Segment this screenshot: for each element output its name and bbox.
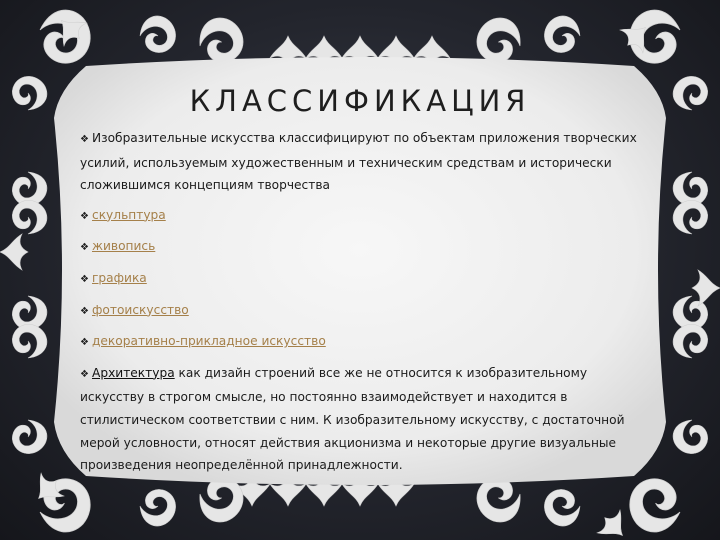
link-graphics[interactable]: графика — [92, 270, 147, 285]
ornament-curl — [474, 14, 525, 66]
diamond-bullet-icon: ❖ — [80, 368, 89, 380]
architecture-text: как дизайн строений все же не относится к изобразительному искусству в строгом смысле, но постоянно взаимодействует и находится в стилистическом соответствии с ним. К изобразительному искусству, с достаточной мерой условности, относят действия акционизма и некоторые другие визуальные произведения неопределённой принадлежности. — [80, 365, 625, 473]
diamond-bullet-icon: ❖ — [80, 242, 89, 254]
ornament-curl — [12, 200, 47, 234]
link-sculpture[interactable]: скульптура — [92, 207, 166, 222]
ornament-leaf — [692, 270, 720, 306]
ornament-curl — [544, 489, 580, 526]
ornament-leaf — [0, 234, 28, 270]
diamond-bullet-icon: ❖ — [80, 337, 89, 349]
slide-content — [80, 127, 650, 484]
ornament-curl — [140, 489, 176, 526]
diamond-bullet-icon: ❖ — [80, 305, 89, 317]
ornament-leaf — [593, 506, 634, 540]
link-photoart[interactable]: фотоискусство — [92, 302, 189, 317]
list-item — [80, 299, 650, 324]
ornament-curl — [673, 420, 708, 454]
list-item — [80, 267, 650, 292]
ornament-curl — [673, 324, 708, 358]
architecture-paragraph — [80, 362, 650, 477]
list-item — [80, 330, 650, 355]
link-decorative-art[interactable]: декоративно-прикладное искусство — [92, 334, 326, 349]
ornament-curl — [12, 324, 47, 358]
link-architecture[interactable]: Архитектура — [92, 365, 175, 380]
diamond-bullet-icon: ❖ — [80, 273, 89, 285]
intro-paragraph — [80, 127, 650, 197]
ornament-curl — [140, 16, 176, 53]
slide-title: КЛАССИФИКАЦИЯ — [189, 84, 531, 118]
diamond-bullet-icon: ❖ — [80, 210, 89, 222]
ornament-curl — [12, 420, 47, 454]
list-item — [80, 235, 650, 260]
list-item — [80, 204, 650, 229]
ornament-curl — [196, 14, 247, 66]
intro-text: Изобразительные искусства классифицируют по объектам приложения творческих усилий, используемым художественным и техническим средствам и исторически сложившимся концепциям творчества — [80, 131, 637, 193]
link-painting[interactable]: живопись — [92, 239, 156, 254]
diamond-bullet-icon: ❖ — [80, 134, 89, 145]
ornament-curl — [673, 200, 708, 234]
ornament-curl — [544, 16, 580, 53]
